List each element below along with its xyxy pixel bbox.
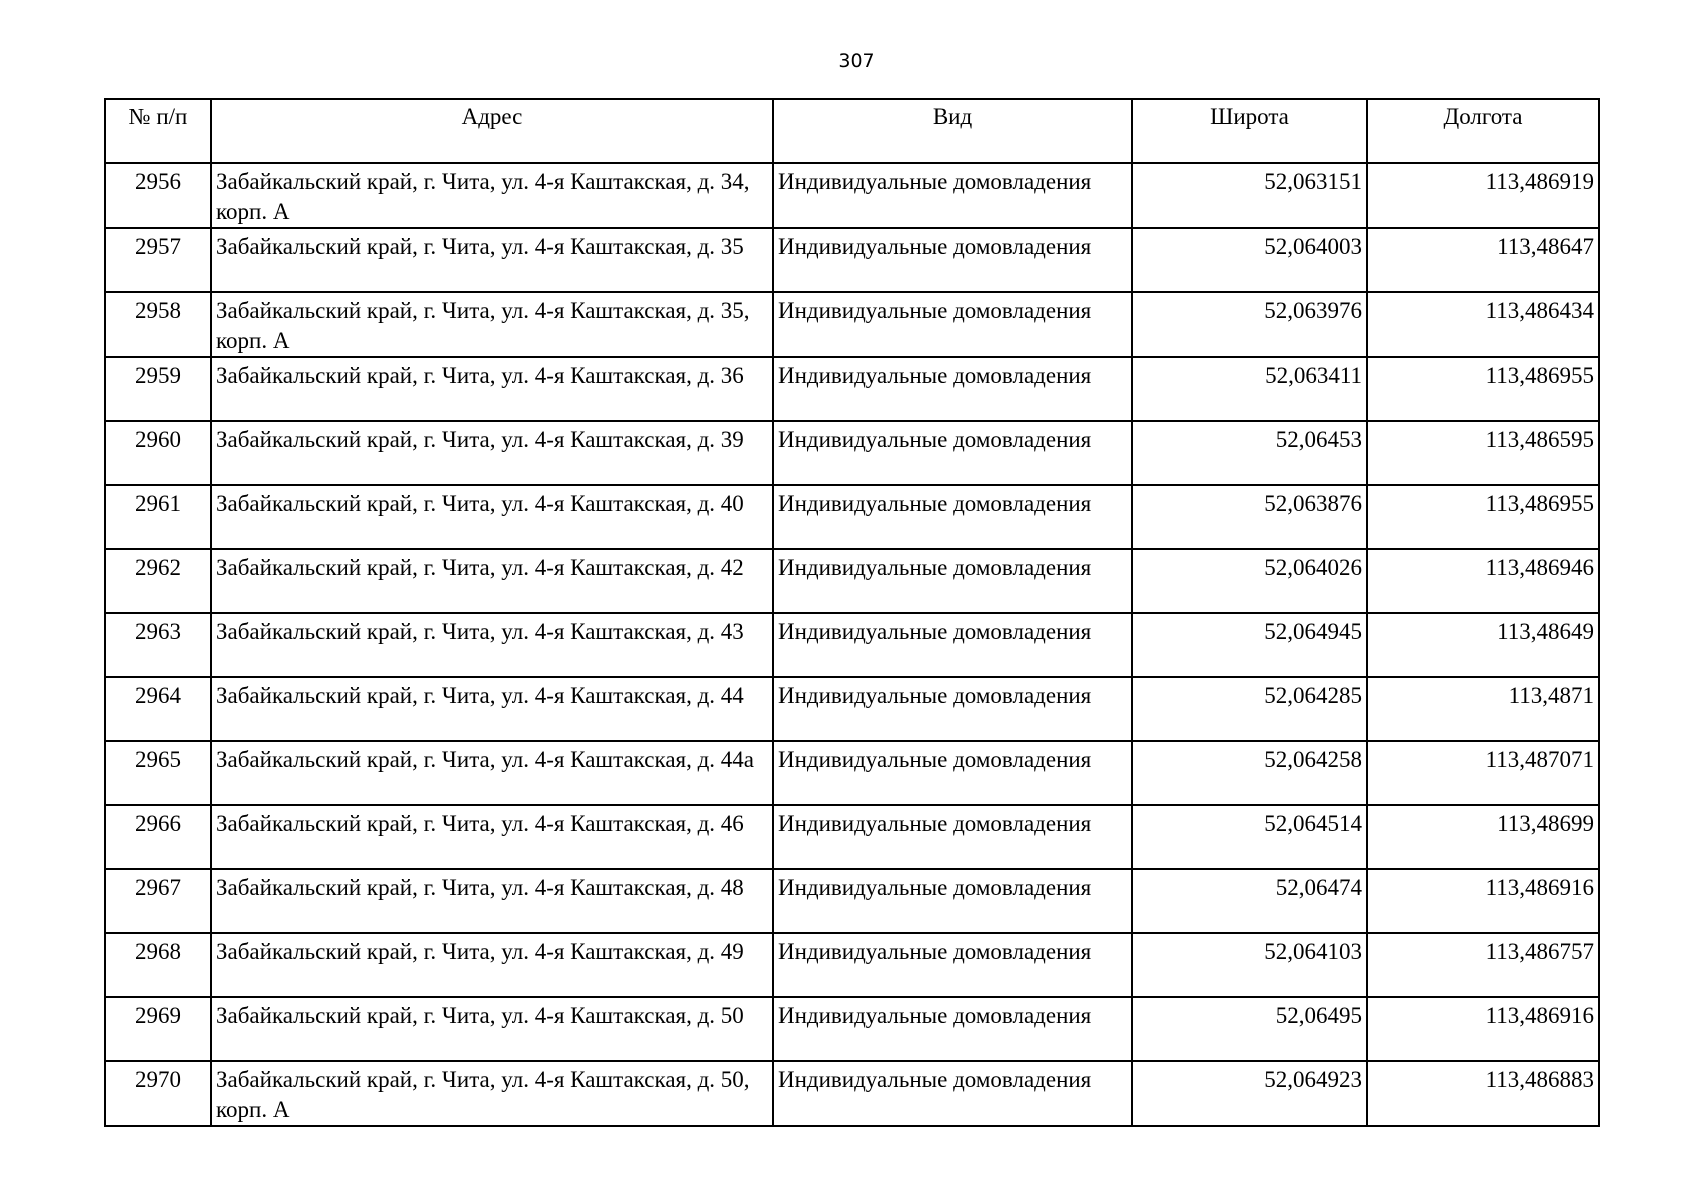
- cell-longitude: 113,486595: [1367, 421, 1599, 485]
- cell-type: Индивидуальные домовладения: [773, 741, 1132, 805]
- header-num: № п/п: [105, 99, 211, 163]
- cell-type: Индивидуальные домовладения: [773, 869, 1132, 933]
- cell-address: Забайкальский край, г. Чита, ул. 4-я Каштакская, д. 48: [211, 869, 773, 933]
- table-row: [105, 613, 1599, 677]
- cell-address: Забайкальский край, г. Чита, ул. 4-я Каштакская, д. 39: [211, 421, 773, 485]
- table-row: [105, 741, 1599, 805]
- cell-type: Индивидуальные домовладения: [773, 228, 1132, 292]
- cell-num: 2958: [105, 292, 211, 357]
- cell-latitude: 52,064103: [1132, 933, 1367, 997]
- cell-type: Индивидуальные домовладения: [773, 485, 1132, 549]
- table-row: [105, 1061, 1599, 1126]
- table-row: [105, 357, 1599, 421]
- cell-type: Индивидуальные домовладения: [773, 163, 1132, 228]
- cell-longitude: 113,486916: [1367, 997, 1599, 1061]
- cell-latitude: 52,063876: [1132, 485, 1367, 549]
- cell-num: 2961: [105, 485, 211, 549]
- cell-latitude: 52,06453: [1132, 421, 1367, 485]
- cell-latitude: 52,063411: [1132, 357, 1367, 421]
- cell-type: Индивидуальные домовладения: [773, 549, 1132, 613]
- cell-address: Забайкальский край, г. Чита, ул. 4-я Каштакская, д. 50: [211, 997, 773, 1061]
- cell-address: Забайкальский край, г. Чита, ул. 4-я Каштакская, д. 44а: [211, 741, 773, 805]
- table-row: [105, 421, 1599, 485]
- cell-longitude: 113,486916: [1367, 869, 1599, 933]
- cell-latitude: 52,063151: [1132, 163, 1367, 228]
- table-row: [105, 228, 1599, 292]
- cell-address: Забайкальский край, г. Чита, ул. 4-я Каштакская, д. 46: [211, 805, 773, 869]
- cell-longitude: 113,48699: [1367, 805, 1599, 869]
- cell-longitude: 113,4871: [1367, 677, 1599, 741]
- cell-num: 2969: [105, 997, 211, 1061]
- cell-address: Забайкальский край, г. Чита, ул. 4-я Каштакская, д. 49: [211, 933, 773, 997]
- cell-num: 2970: [105, 1061, 211, 1126]
- cell-address: Забайкальский край, г. Чита, ул. 4-я Каштакская, д. 40: [211, 485, 773, 549]
- cell-latitude: 52,063976: [1132, 292, 1367, 357]
- cell-address: Забайкальский край, г. Чита, ул. 4-я Каштакская, д. 36: [211, 357, 773, 421]
- cell-type: Индивидуальные домовладения: [773, 613, 1132, 677]
- cell-latitude: 52,06474: [1132, 869, 1367, 933]
- cell-address: Забайкальский край, г. Чита, ул. 4-я Каштакская, д. 34, корп. А: [211, 163, 773, 228]
- cell-num: 2967: [105, 869, 211, 933]
- cell-latitude: 52,064923: [1132, 1061, 1367, 1126]
- cell-num: 2956: [105, 163, 211, 228]
- table-row: [105, 163, 1599, 228]
- table-row: [105, 677, 1599, 741]
- cell-address: Забайкальский край, г. Чита, ул. 4-я Каштакская, д. 42: [211, 549, 773, 613]
- cell-latitude: 52,064945: [1132, 613, 1367, 677]
- cell-latitude: 52,064258: [1132, 741, 1367, 805]
- cell-type: Индивидуальные домовладения: [773, 997, 1132, 1061]
- cell-latitude: 52,064026: [1132, 549, 1367, 613]
- cell-address: Забайкальский край, г. Чита, ул. 4-я Каштакская, д. 44: [211, 677, 773, 741]
- cell-num: 2960: [105, 421, 211, 485]
- cell-address: Забайкальский край, г. Чита, ул. 4-я Каштакская, д. 43: [211, 613, 773, 677]
- cell-address: Забайкальский край, г. Чита, ул. 4-я Каштакская, д. 35, корп. А: [211, 292, 773, 357]
- table-row: [105, 869, 1599, 933]
- cell-longitude: 113,486757: [1367, 933, 1599, 997]
- cell-longitude: 113,48647: [1367, 228, 1599, 292]
- cell-longitude: 113,486883: [1367, 1061, 1599, 1126]
- cell-num: 2968: [105, 933, 211, 997]
- table-row: [105, 292, 1599, 357]
- table-row: [105, 549, 1599, 613]
- cell-type: Индивидуальные домовладения: [773, 357, 1132, 421]
- cell-num: 2959: [105, 357, 211, 421]
- cell-num: 2964: [105, 677, 211, 741]
- cell-type: Индивидуальные домовладения: [773, 933, 1132, 997]
- table-row: [105, 997, 1599, 1061]
- cell-longitude: 113,486955: [1367, 357, 1599, 421]
- header-type: Вид: [773, 99, 1132, 163]
- cell-type: Индивидуальные домовладения: [773, 421, 1132, 485]
- page-number: 307: [838, 50, 875, 72]
- cell-num: 2965: [105, 741, 211, 805]
- table-row: [105, 933, 1599, 997]
- cell-num: 2966: [105, 805, 211, 869]
- table-header-row: [105, 99, 1599, 163]
- table-row: [105, 485, 1599, 549]
- cell-latitude: 52,064285: [1132, 677, 1367, 741]
- cell-num: 2963: [105, 613, 211, 677]
- cell-type: Индивидуальные домовладения: [773, 805, 1132, 869]
- cell-latitude: 52,06495: [1132, 997, 1367, 1061]
- cell-type: Индивидуальные домовладения: [773, 1061, 1132, 1126]
- cell-address: Забайкальский край, г. Чита, ул. 4-я Каштакская, д. 35: [211, 228, 773, 292]
- table-row: [105, 805, 1599, 869]
- cell-latitude: 52,064514: [1132, 805, 1367, 869]
- header-address: Адрес: [211, 99, 773, 163]
- cell-longitude: 113,486955: [1367, 485, 1599, 549]
- address-table: [104, 98, 1600, 1127]
- header-latitude: Широта: [1132, 99, 1367, 163]
- cell-longitude: 113,486919: [1367, 163, 1599, 228]
- header-longitude: Долгота: [1367, 99, 1599, 163]
- cell-num: 2962: [105, 549, 211, 613]
- cell-type: Индивидуальные домовладения: [773, 677, 1132, 741]
- cell-longitude: 113,48649: [1367, 613, 1599, 677]
- cell-address: Забайкальский край, г. Чита, ул. 4-я Каштакская, д. 50, корп. А: [211, 1061, 773, 1126]
- cell-longitude: 113,487071: [1367, 741, 1599, 805]
- cell-latitude: 52,064003: [1132, 228, 1367, 292]
- cell-num: 2957: [105, 228, 211, 292]
- cell-longitude: 113,486946: [1367, 549, 1599, 613]
- cell-type: Индивидуальные домовладения: [773, 292, 1132, 357]
- cell-longitude: 113,486434: [1367, 292, 1599, 357]
